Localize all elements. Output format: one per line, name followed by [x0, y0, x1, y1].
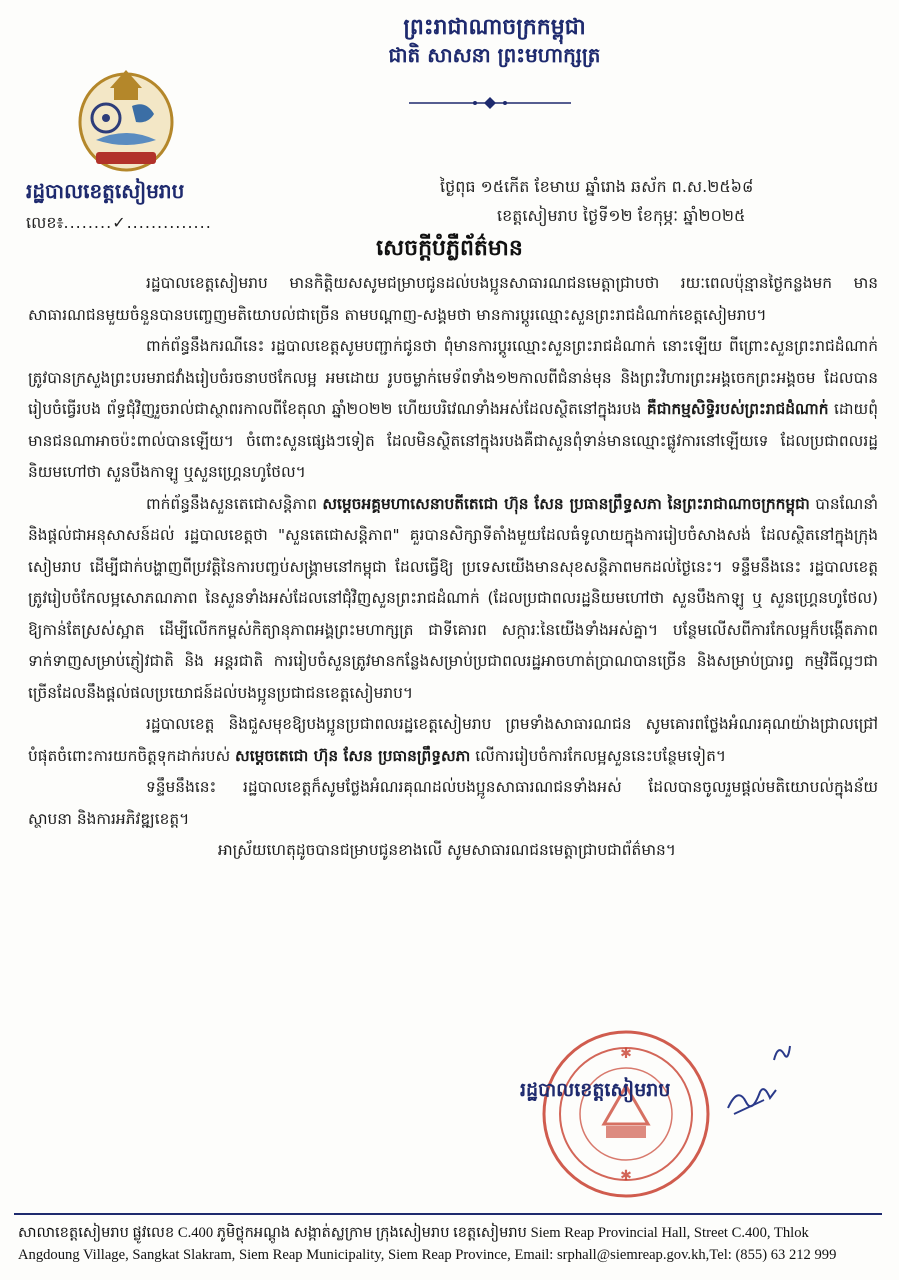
kingdom-heading: ព្រះរាជាណាចក្រកម្ពុជា	[403, 15, 586, 40]
footer-divider	[14, 1213, 882, 1215]
lunar-date: ថ្ងៃពុធ ១៥កើត ខែមាឃ ឆ្នាំរោង ឆស័ក ព.ស.២៥៦៨	[440, 177, 754, 196]
closing-paragraph: អាស្រ័យហេតុដូចបានជម្រាបជូនខាងលើ សូមសាធារណជនមេត្តាជ្រាបជាព័ត៌មាន។	[218, 841, 676, 859]
ornament-divider-icon	[405, 96, 575, 110]
handwritten-initial-icon	[770, 1040, 794, 1068]
paragraph-2	[28, 331, 878, 489]
paragraph-3-text: ពាក់ព័ន្ធនឹងសួនតេជោសន្តិភាព	[146, 494, 323, 513]
solar-date: ខេត្តសៀមរាប ថ្ងៃទី១២ ខែកុម្ភៈ ឆ្នាំ២០២៥	[497, 206, 746, 225]
reference-label: លេខ៖	[26, 213, 64, 232]
paragraph-1: រដ្ឋបាលខេត្តសៀមរាប មានកិត្តិយសសូមជម្រាបជូនដល់បងប្អូនសាធារណជនមេត្តាជ្រាបថា រយៈពេលប៉ុន្មានថ្ងៃកន្លងមក មានសាធារណជនមួយចំនួនបានបញ្ចេញមតិយោបល់ជាច្រើន តាមបណ្តាញ-សង្គមថា មានការប្តូរឈ្មោះសួនព្រះរាជដំណាក់ខេត្តសៀមរាប។	[28, 274, 878, 324]
paragraph-4-text: រដ្ឋបាលខេត្ត និងជួសមុខឱ្យបងប្អូនប្រជាពលរដ្ឋខេត្តសៀមរាប ព្រមទាំងសាធារណជន សូមគោរពថ្លែងអំណរគុណយ៉ាងជ្រាលជ្រៅបំផុតចំពោះការយកចិត្តទុកដាក់របស់	[28, 715, 878, 765]
paragraph-5: ទន្ទឹមនឹងនេះ រដ្ឋបាលខេត្តក៏សូមថ្លែងអំណរគុណដល់បងប្អូនសាធារណជនទាំងអស់ ដែលបានចូលរួមផ្តល់មតិយោបល់ក្នុងន័យស្ថាបនា និងការអភិវឌ្ឍខេត្ត។	[28, 778, 878, 828]
paragraph-3	[28, 489, 878, 710]
letterhead	[0, 14, 899, 68]
footer-line-2: Angdoung Village, Sangkat Slakram, Siem Reap Municipality, Siem Reap Province, Email: srphall@siemreap.gov.kh,Tel: (855) 63 212 999	[18, 1247, 837, 1263]
svg-text:✱: ✱	[620, 1168, 632, 1184]
official-stamp-icon	[540, 1028, 712, 1200]
paragraph-2-text: ពាក់ព័ន្ធនឹងករណីនេះ រដ្ឋបាលខេត្តសូមបញ្ជាក់ជូនថា ពុំមានការប្តូរឈ្មោះសួនព្រះរាជដំណាក់ នោះឡើយ ពីព្រោះសួនព្រះរាជដំណាក់ ត្រូវបានក្រសួងព្រះបរមរាជវាំងរៀបចំរចនាបថកែលម្អ អមដោយ រូបចម្លាក់មេទ័ពទាំង១២កាលពីជំនាន់មុន និងព្រះវិហារព្រះអង្គចេក​ព្រះអង្គចម ដែលបានរៀបចំធ្វើរបង ព័ទ្ធជុំវិញរួចរាល់ជាស្ថាពរកាលពីខែតុលា ឆ្នាំ២០២២ ហើយបរិវេណទាំងអស់ដែលស្ថិតនៅក្នុងរបង	[28, 337, 878, 418]
paragraph-3-rest: បានណែនាំ និងផ្តល់ជាអនុសាសន៍ដល់ រដ្ឋបាលខេត្តថា "សួនតេជោសន្តិភាព" គួរបានសិក្សាទីតាំងមួយដែលធំទូលាយក្នុងការរៀបចំសាងសង់ ដែលស្ថិតនៅក្នុងក្រុងសៀមរាប ដើម្បីជាក់បង្ហាញពីប្រវត្តិនៃការបញ្ចប់សង្គ្រាមនៅកម្ពុជា ដែលធ្វើឱ្យ ប្រទេសយើងមានសុខសន្តិភាពមកដល់ថ្ងៃនេះ។ ទន្ទឹមនឹងនេះ រដ្ឋបាលខេត្តត្រូវរៀបចំកែលម្អសោភណភាព នៃសួនទាំងអស់ដែលនៅជុំវិញសួនព្រះរាជដំណាក់ (ដែលប្រជាពលរដ្ឋនិយមហៅថា សួនបឹងកាឡូ ឬ សួនហ្រ្គេនហូថែល) ឱ្យកាន់តែស្រស់ស្អាត ដើម្បីលើកកម្ពស់កិត្យានុភាពអង្គព្រះមហាក្សត្រ ជាទីគោរព សក្ការៈនៃយើងទាំងអស់គ្នា។ បន្ថែមលើសពីការកែលម្អក៏បង្កើតភាពទាក់ទាញសម្រាប់ភ្ញៀវជាតិ និង អន្តរជាតិ ការរៀបចំសួនត្រូវមានកន្លែងសម្រាប់ប្រជាពលរដ្ឋអាចហាត់ប្រាណបានច្រើន និងសម្រាប់ប្រារព្ធ កម្មវិធីល្អៗជាច្រើនដែលនឹងផ្តល់ផលប្រយោជន៍ដល់បងប្អូនប្រជាជនខេត្តសៀមរាប។	[28, 494, 878, 702]
footer-line-1: សាលាខេត្តសៀមរាប ផ្លូវលេខ C.400 ភូមិថ្លុកអណ្តូង សង្កាត់ស្លក្រាម ក្រុងសៀមរាប ខេត្តសៀមរាប Siem Reap Provincial Hall, Street C.400, Thlok	[18, 1225, 809, 1241]
paragraph-3-emphasis: សម្តេចអគ្គមហាសេនាបតីតេជោ ហ៊ុន សែន ប្រធានព្រឹទ្ធសភា នៃព្រះរាជាណាចក្រកម្ពុជា	[322, 494, 810, 513]
paragraph-2-emphasis: គឺជាកម្មសិទ្ធិរបស់ព្រះរាជដំណាក់	[646, 400, 829, 418]
issuing-authority: រដ្ឋបាលខេត្តសៀមរាប	[26, 179, 185, 203]
national-motto: ជាតិ សាសនា ព្រះមហាក្សត្រ	[388, 43, 601, 67]
svg-text:✱: ✱	[620, 1046, 632, 1062]
handwritten-signature-icon	[724, 1080, 780, 1120]
footer-address	[18, 1222, 888, 1266]
paragraph-4-rest: លើការរៀបចំការកែលម្អសួននេះបន្ថែមទៀត។	[470, 746, 727, 765]
reference-value: ........✓..............	[63, 213, 212, 232]
letter-body	[28, 268, 878, 867]
reference-number	[26, 212, 212, 236]
paragraph-4	[28, 709, 878, 772]
provincial-seal-logo	[74, 66, 178, 174]
signature-block: រដ្ឋបាលខេត្តសៀមរាប	[520, 1079, 671, 1101]
paragraph-4-emphasis: សម្តេចតេជោ ហ៊ុន សែន ប្រធានព្រឹទ្ធសភា	[235, 746, 471, 765]
paragraph-2-rest: ដោយពុំមានជនណាអាចប៉ះពាល់បានឡើយ។ ចំពោះសួនផ្សេងៗទៀត ដែលមិនស្ថិតនៅក្នុងរបងគឺជាសួនពុំទាន់មានឈ្មោះផ្លូវការនៅឡើយទេ ដែលប្រជាពលរដ្ឋនិយមហៅថា សួនបឹងកាឡូ ឬសួនហ្រ្គេនហូថែល។	[28, 400, 878, 481]
document-title: សេចក្តីបំភ្លឺព័ត៌មាន	[376, 236, 523, 261]
